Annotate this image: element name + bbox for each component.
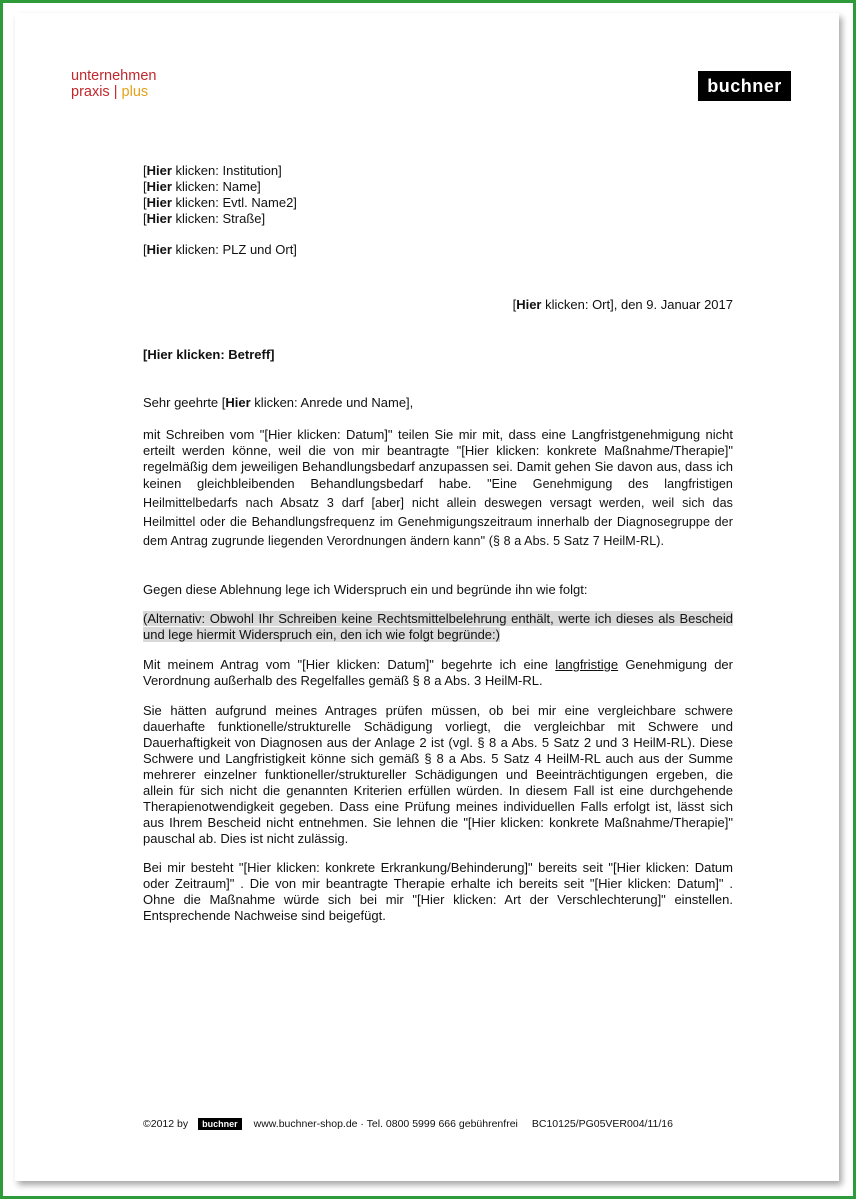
paragraph-6: Bei mir besteht "[Hier klicken: konkrete Erkrankung/Behinderung]" bereits seit "[Hier klicken: Datum oder Zeitraum]" . Die von mir beantragte Therapie erhalte ich bereits seit "[Hier klicken: Datum]" . Ohne die Maßnahme würde sich bei mir "[Hier klicken: Art der Verschlechterung]" einstellen. Entsprechende Nachweise sind beigefügt.: [143, 860, 733, 923]
paragraph-2: Gegen diese Ablehnung lege ich Widerspruch ein und begründe ihn wie folgt:: [143, 582, 588, 597]
address-name2[interactable]: [Hier klicken: Evtl. Name2]: [143, 195, 297, 210]
footer-contact[interactable]: www.buchner-shop.de · Tel. 0800 5999 666 gebührenfrei: [253, 1118, 518, 1130]
address-street[interactable]: [Hier klicken: Straße]: [143, 211, 266, 226]
address-name[interactable]: [Hier klicken: Name]: [143, 179, 261, 194]
buchner-logo: buchner: [698, 71, 791, 101]
paragraph-1: mit Schreiben vom "[Hier klicken: Datum]" teilen Sie mir mit, dass eine Langfristgenehmigung nicht erteilt werden könne, weil die von mir beantragte "[Hier klicken: konkrete Maßnahme/Therapie]" regelmäßig dem jeweiligen Behandlungsbedarf anzupassen sei. Damit gehen Sie davon aus, dass ich keinen gleichbleibenden Behandlungsbedarf habe. "Eine Genehmigung des langfristigen Heilmittelbedarfs nach Absatz 3 darf [aber] nicht allein deswegen versagt werden, weil sich das Heilmittel oder die Behandlungsfrequenz im Genehmigungszeitraum innerhalb der Diagnosegruppe der dem Antrag zugrunde liegenden Verordnungen ändern kann" (§ 8 a Abs. 5 Satz 7 HeilM-RL).: [143, 427, 733, 548]
paragraph-4: Mit meinem Antrag vom "[Hier klicken: Datum]" begehrte ich eine langfristige Genehmigung der Verordnung außerhalb des Regelfalles gemäß § 8 a Abs. 3 HeilM-RL.: [143, 657, 733, 688]
salutation[interactable]: Sehr geehrte [Hier klicken: Anrede und Name],: [143, 395, 414, 410]
document-page: [15, 13, 839, 1181]
footer-buchner-logo: buchner: [198, 1118, 242, 1130]
unternehmen-praxis-plus-logo: [71, 68, 156, 100]
subject-line[interactable]: [Hier klicken: Betreff]: [143, 347, 275, 362]
paragraph-5: Sie hätten aufgrund meines Antrages prüfen müssen, ob bei mir eine vergleichbare schwere dauerhafte funktionelle/strukturelle Schädigung vorliegt, die vergleichbar mit Schwere und Dauerhaftigkeit von Diagnosen aus der Anlage 2 ist (vgl. § 8 a Abs. 5 Satz 2 und 3 HeilM-RL). Diese Schwere und Langfristigkeit könne sich gemäß § 8 a Abs. 5 Satz 4 HeilM-RL auch aus der Summe mehrerer einzelner funktioneller/struktureller Schädigungen und Beeinträchtigungen ergeben, die allein für sich nicht die genannten Kriterien erfüllen würden. In diesem Fall ist eine durchgehende Therapienotwendigkeit gegeben. Dass eine Prüfung meines individuellen Falls erfolgt ist, lässt sich aus Ihrem Bescheid nicht entnehmen. Sie lehnen die "[Hier klicken: konkrete Maßnahme/Therapie]" pauschal ab. Dies ist nicht zulässig.: [143, 703, 733, 846]
page-footer: [143, 1118, 743, 1130]
logo-line-1: unternehmen: [71, 68, 157, 84]
footer-reference: BC10125/PG05VER004/11/16: [531, 1118, 673, 1130]
logo-line-2: praxis | plus: [71, 84, 149, 100]
address-city[interactable]: [Hier klicken: PLZ und Ort]: [143, 242, 297, 257]
address-institution[interactable]: [Hier klicken: Institution]: [143, 163, 282, 178]
footer-copyright: ©2012 by: [143, 1118, 189, 1130]
date-line[interactable]: [Hier klicken: Ort], den 9. Januar 2017: [512, 297, 733, 312]
paragraph-alternative: (Alternativ: Obwohl Ihr Schreiben keine Rechtsmittelbelehrung enthält, werte ich dieses als Bescheid und lege hiermit Widerspruch ein, den ich wie folgt begründe:): [143, 611, 733, 642]
recipient-address: [143, 163, 733, 258]
